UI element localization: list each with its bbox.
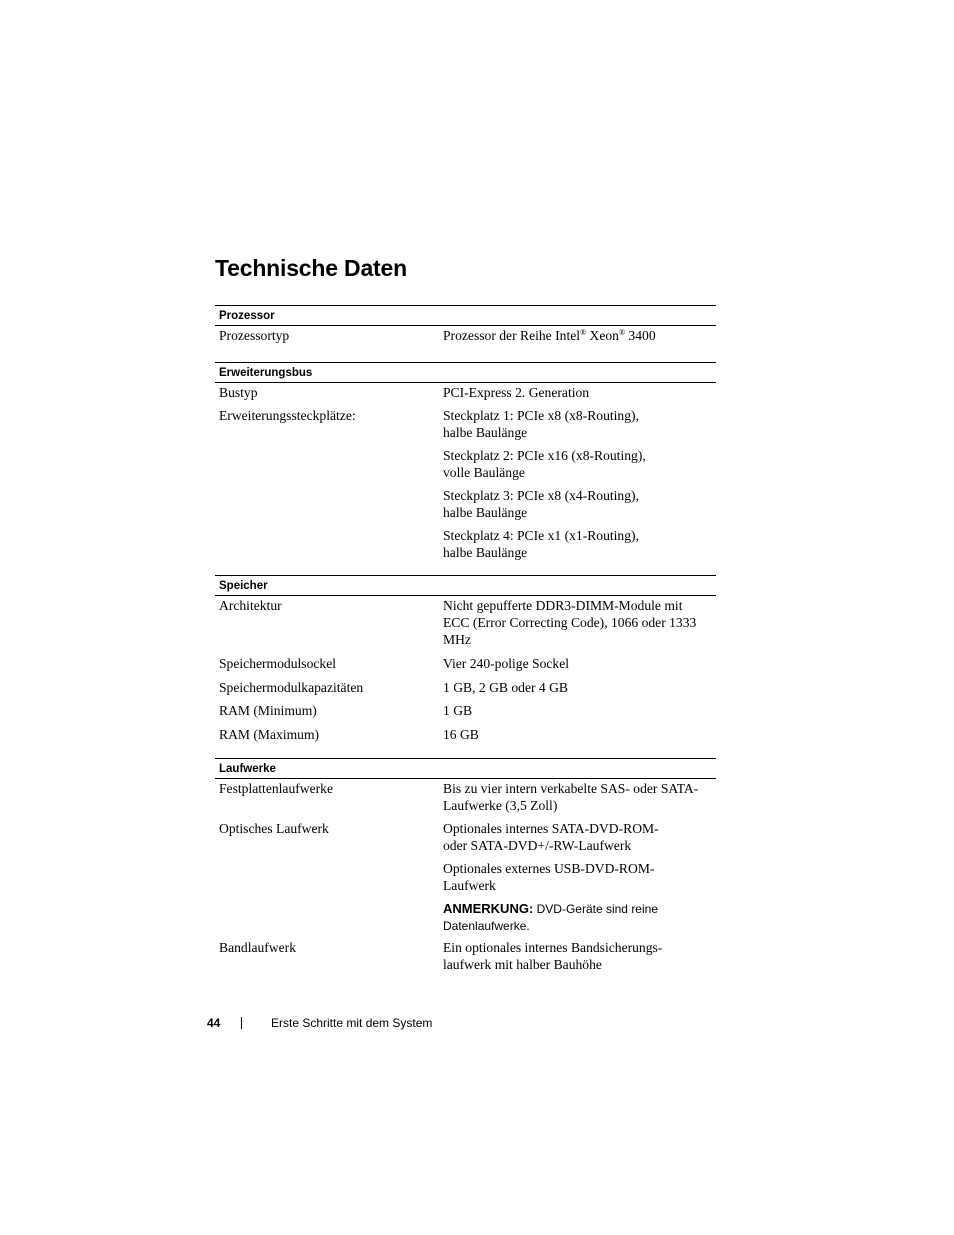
row-label: Speichermodulsockel	[219, 656, 337, 671]
table-row	[215, 726, 716, 750]
registered-mark: ®	[580, 328, 587, 337]
footer-separator	[241, 1017, 242, 1029]
registered-mark: ®	[618, 328, 626, 337]
row-label: RAM (Maximum)	[219, 727, 320, 742]
table-row	[215, 326, 716, 344]
row-value: Vier 240-polige Sockel	[443, 656, 570, 671]
row-value	[443, 327, 716, 344]
row-label: Architektur	[219, 598, 282, 613]
page-number: 44	[207, 1016, 221, 1030]
spec-table	[215, 305, 716, 973]
row-value: Nicht gepufferte DDR3-DIMM-Module mit ECC (Error Correcting Code), 1066 oder 1333 MHz	[443, 598, 697, 647]
table-row	[215, 939, 716, 973]
table-row	[215, 820, 716, 939]
table-row	[215, 596, 716, 655]
row-value: 1 GB, 2 GB oder 4 GB	[443, 680, 568, 695]
row-value: Optionales internes SATA-DVD-ROM- oder SATA-DVD+/-RW-Laufwerk	[443, 821, 659, 853]
row-value: Steckplatz 2: PCIe x16 (x8-Routing), volle Baulänge	[443, 448, 646, 480]
row-label: Optisches Laufwerk	[219, 821, 329, 836]
table-row	[215, 383, 716, 407]
row-label: RAM (Minimum)	[219, 703, 317, 718]
row-value: Steckplatz 4: PCIe x1 (x1-Routing), halbe Baulänge	[443, 528, 639, 560]
section-heading-laufwerke: Laufwerke	[215, 758, 716, 779]
footer-section-title: Erste Schritte mit dem System	[271, 1016, 433, 1030]
table-row	[215, 779, 716, 820]
row-label: Speichermodulkapazitäten	[219, 680, 364, 695]
section-erweiterungsbus	[215, 383, 716, 575]
section-laufwerke	[215, 779, 716, 973]
row-value: PCI-Express 2. Generation	[443, 385, 590, 400]
row-value: 16 GB	[443, 727, 479, 742]
row-value: Steckplatz 1: PCIe x8 (x8-Routing), halbe Baulänge	[443, 408, 639, 440]
note-label: ANMERKUNG:	[443, 901, 534, 916]
table-row	[215, 702, 716, 726]
note	[443, 900, 683, 935]
section-heading-erweiterungsbus: Erweiterungsbus	[215, 362, 716, 383]
row-label: Festplattenlaufwerke	[219, 781, 333, 796]
note-text: DVD-Geräte sind reine Datenlaufwerke.	[443, 902, 658, 933]
row-label: Bandlaufwerk	[219, 940, 297, 955]
row-value: Optionales externes USB-DVD-ROM-Laufwerk	[443, 861, 655, 893]
table-row	[215, 407, 716, 561]
row-value: Bis zu vier intern verkabelte SAS- oder SATA-Laufwerke (3,5 Zoll)	[443, 781, 699, 813]
value-text: Xeon	[586, 328, 619, 343]
section-heading-prozessor: Prozessor	[215, 305, 716, 326]
value-text: 3400	[625, 328, 656, 343]
section-heading-speicher: Speicher	[215, 575, 716, 596]
section-prozessor	[215, 326, 716, 362]
row-value: Steckplatz 3: PCIe x8 (x4-Routing), halbe Baulänge	[443, 488, 639, 520]
section-speicher	[215, 596, 716, 758]
row-label: Erweiterungssteckplätze:	[219, 408, 356, 423]
page-footer	[207, 1016, 432, 1030]
row-label: Prozessortyp	[219, 328, 290, 343]
table-row	[215, 655, 716, 679]
row-value: 1 GB	[443, 703, 473, 718]
row-value: Ein optionales internes Bandsicherungs-laufwerk mit halber Bauhöhe	[443, 940, 663, 972]
row-label: Bustyp	[219, 385, 258, 400]
value-text: Prozessor der Reihe Intel	[443, 328, 581, 343]
table-row	[215, 679, 716, 702]
page-title: Technische Daten	[215, 255, 407, 281]
